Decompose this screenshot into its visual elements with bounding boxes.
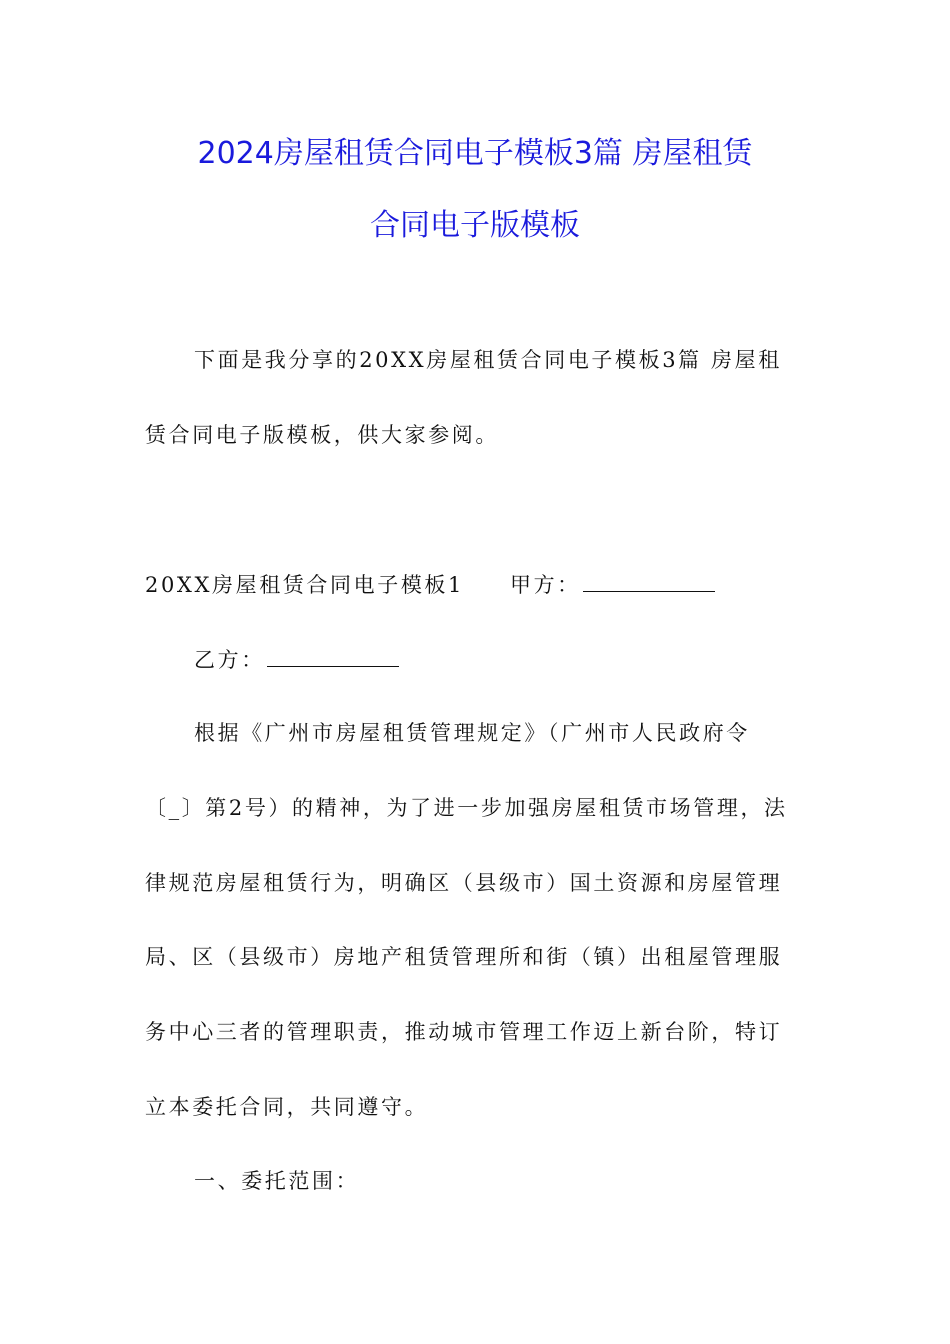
intro-paragraph-line-1: 下面是我分享的20XX房屋租赁合同电子模板3篇 房屋租 bbox=[194, 348, 782, 372]
document-title-line-2: 合同电子版模板 bbox=[370, 208, 580, 243]
party-b-label: 乙方： bbox=[194, 648, 265, 672]
clause-1-heading: 一、委托范围： bbox=[194, 1169, 360, 1193]
body-paragraph-line-1: 根据《广州市房屋租赁管理规定》（广州市人民政府令 bbox=[194, 721, 750, 745]
section-heading-row bbox=[145, 570, 807, 600]
body-paragraph-line-5: 务中心三者的管理职责，推动城市管理工作迈上新台阶，特订 bbox=[145, 1020, 783, 1044]
party-b-row bbox=[194, 645, 807, 675]
intro-paragraph-line-2: 赁合同电子版模板，供大家参阅。 bbox=[145, 423, 499, 447]
body-paragraph-line-3: 律规范房屋租赁行为，明确区（县级市）国土资源和房屋管理 bbox=[145, 871, 783, 895]
body-paragraph-line-4: 局、区（县级市）房地产租赁管理所和街（镇）出租屋管理服 bbox=[145, 945, 783, 969]
section-heading: 20XX房屋租赁合同电子模板1 bbox=[145, 573, 464, 597]
body-paragraph-line-6: 立本委托合同，共同遵守。 bbox=[145, 1095, 429, 1119]
party-a-label: 甲方： bbox=[509, 573, 581, 597]
document-title-line-1: 2024房屋租赁合同电子模板3篇 房屋租赁 bbox=[197, 136, 753, 171]
body-paragraph-line-2: 〔_〕第2号）的精神，为了进一步加强房屋租赁市场管理，法 bbox=[145, 796, 788, 820]
party-a-blank bbox=[583, 573, 715, 592]
party-b-blank bbox=[267, 648, 399, 667]
